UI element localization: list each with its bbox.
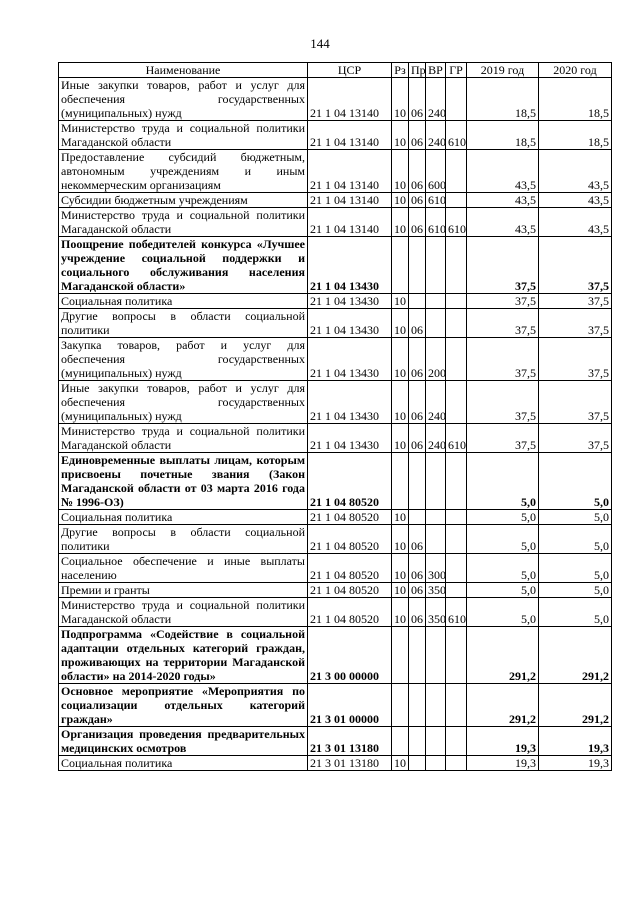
cell-2020: 43,5 bbox=[539, 208, 612, 237]
table-row bbox=[59, 193, 612, 208]
cell-vr bbox=[426, 510, 446, 525]
header-rz: Рз bbox=[392, 63, 409, 78]
cell-pr bbox=[409, 756, 426, 771]
cell-name: Социальная политика bbox=[59, 756, 308, 771]
table-row bbox=[59, 309, 612, 338]
cell-name: Министерство труда и социальной политики Магаданской области bbox=[59, 424, 308, 453]
cell-name: Подпрограмма «Содействие в социальной адаптации отдельных категорий граждан, проживающих на территории Магаданской области» на 2014-2020 годы» bbox=[59, 627, 308, 684]
cell-vr bbox=[426, 309, 446, 338]
cell-2020: 37,5 bbox=[539, 294, 612, 309]
table-row bbox=[59, 121, 612, 150]
cell-2020: 5,0 bbox=[539, 525, 612, 554]
cell-vr: 300 bbox=[426, 554, 446, 583]
cell-csr: 21 1 04 80520 bbox=[308, 583, 392, 598]
cell-2019: 5,0 bbox=[467, 525, 539, 554]
cell-2019: 5,0 bbox=[467, 598, 539, 627]
table-row bbox=[59, 294, 612, 309]
cell-name: Министерство труда и социальной политики Магаданской области bbox=[59, 121, 308, 150]
cell-vr bbox=[426, 756, 446, 771]
cell-csr: 21 1 04 13430 bbox=[308, 338, 392, 381]
cell-pr bbox=[409, 453, 426, 510]
cell-rz: 10 bbox=[392, 294, 409, 309]
cell-2020: 43,5 bbox=[539, 150, 612, 193]
table-row bbox=[59, 583, 612, 598]
cell-2020: 5,0 bbox=[539, 510, 612, 525]
cell-rz: 10 bbox=[392, 121, 409, 150]
cell-name: Основное мероприятие «Мероприятия по социализации отдельных категорий граждан» bbox=[59, 684, 308, 727]
cell-pr bbox=[409, 684, 426, 727]
table-row bbox=[59, 554, 612, 583]
cell-rz: 10 bbox=[392, 150, 409, 193]
cell-rz: 10 bbox=[392, 554, 409, 583]
cell-vr: 350 bbox=[426, 583, 446, 598]
table-header-row bbox=[59, 63, 612, 78]
cell-rz: 10 bbox=[392, 309, 409, 338]
cell-csr: 21 3 01 13180 bbox=[308, 756, 392, 771]
cell-csr: 21 1 04 13140 bbox=[308, 121, 392, 150]
cell-name: Социальная политика bbox=[59, 510, 308, 525]
cell-csr: 21 1 04 13430 bbox=[308, 309, 392, 338]
cell-gr bbox=[446, 453, 467, 510]
cell-vr: 610 bbox=[426, 193, 446, 208]
cell-pr: 06 bbox=[409, 78, 426, 121]
cell-2020: 5,0 bbox=[539, 583, 612, 598]
table-row bbox=[59, 510, 612, 525]
cell-2020: 291,2 bbox=[539, 684, 612, 727]
cell-vr: 240 bbox=[426, 121, 446, 150]
cell-gr: 610 bbox=[446, 121, 467, 150]
cell-vr: 240 bbox=[426, 78, 446, 121]
cell-csr: 21 1 04 13430 bbox=[308, 424, 392, 453]
cell-gr bbox=[446, 294, 467, 309]
cell-2020: 5,0 bbox=[539, 598, 612, 627]
table-row bbox=[59, 78, 612, 121]
cell-name: Другие вопросы в области социальной политики bbox=[59, 525, 308, 554]
table-row bbox=[59, 727, 612, 756]
cell-gr bbox=[446, 525, 467, 554]
cell-rz bbox=[392, 237, 409, 294]
cell-rz: 10 bbox=[392, 208, 409, 237]
cell-pr: 06 bbox=[409, 309, 426, 338]
cell-gr bbox=[446, 727, 467, 756]
cell-pr bbox=[409, 294, 426, 309]
cell-2020: 18,5 bbox=[539, 78, 612, 121]
cell-2020: 5,0 bbox=[539, 554, 612, 583]
header-gr: ГР bbox=[446, 63, 467, 78]
cell-name: Другие вопросы в области социальной политики bbox=[59, 309, 308, 338]
cell-2019: 37,5 bbox=[467, 309, 539, 338]
cell-csr: 21 1 04 80520 bbox=[308, 554, 392, 583]
cell-pr bbox=[409, 627, 426, 684]
cell-vr bbox=[426, 294, 446, 309]
table-row bbox=[59, 627, 612, 684]
cell-vr bbox=[426, 525, 446, 554]
cell-2020: 19,3 bbox=[539, 727, 612, 756]
cell-pr: 06 bbox=[409, 583, 426, 598]
cell-csr: 21 1 04 13430 bbox=[308, 294, 392, 309]
cell-name: Поощрение победителей конкурса «Лучшее учреждение социальной поддержки и социального обслуживания населения Магаданской области» bbox=[59, 237, 308, 294]
cell-rz: 10 bbox=[392, 583, 409, 598]
cell-2020: 43,5 bbox=[539, 193, 612, 208]
cell-csr: 21 1 04 13140 bbox=[308, 208, 392, 237]
cell-2019: 5,0 bbox=[467, 554, 539, 583]
cell-2019: 37,5 bbox=[467, 237, 539, 294]
cell-2019: 37,5 bbox=[467, 381, 539, 424]
cell-rz bbox=[392, 453, 409, 510]
table-body bbox=[59, 78, 612, 771]
header-name: Наименование bbox=[59, 63, 308, 78]
cell-2019: 291,2 bbox=[467, 627, 539, 684]
cell-pr: 06 bbox=[409, 554, 426, 583]
cell-2019: 5,0 bbox=[467, 583, 539, 598]
cell-vr bbox=[426, 684, 446, 727]
cell-gr bbox=[446, 627, 467, 684]
cell-pr: 06 bbox=[409, 121, 426, 150]
cell-rz: 10 bbox=[392, 338, 409, 381]
cell-name: Единовременные выплаты лицам, которым присвоены почетные звания (Закон Магаданской области от 03 марта 2016 года № 1996-ОЗ) bbox=[59, 453, 308, 510]
cell-csr: 21 1 04 80520 bbox=[308, 510, 392, 525]
cell-gr: 610 bbox=[446, 598, 467, 627]
cell-name: Премии и гранты bbox=[59, 583, 308, 598]
cell-2019: 43,5 bbox=[467, 150, 539, 193]
cell-csr: 21 1 04 13140 bbox=[308, 78, 392, 121]
cell-vr: 240 bbox=[426, 381, 446, 424]
cell-rz: 10 bbox=[392, 78, 409, 121]
cell-2019: 18,5 bbox=[467, 78, 539, 121]
cell-rz bbox=[392, 627, 409, 684]
cell-csr: 21 3 01 00000 bbox=[308, 684, 392, 727]
cell-2019: 37,5 bbox=[467, 294, 539, 309]
cell-name: Министерство труда и социальной политики Магаданской области bbox=[59, 208, 308, 237]
cell-name: Организация проведения предварительных медицинских осмотров bbox=[59, 727, 308, 756]
cell-2020: 37,5 bbox=[539, 424, 612, 453]
cell-rz: 10 bbox=[392, 424, 409, 453]
cell-gr bbox=[446, 554, 467, 583]
cell-2020: 18,5 bbox=[539, 121, 612, 150]
table-row bbox=[59, 684, 612, 727]
cell-2019: 19,3 bbox=[467, 727, 539, 756]
table-row bbox=[59, 424, 612, 453]
cell-name: Иные закупки товаров, работ и услуг для обеспечения государственных (муниципальных) нужд bbox=[59, 78, 308, 121]
cell-2019: 18,5 bbox=[467, 121, 539, 150]
cell-gr bbox=[446, 78, 467, 121]
cell-csr: 21 1 04 13430 bbox=[308, 381, 392, 424]
header-pr: Пр bbox=[409, 63, 426, 78]
cell-2019: 43,5 bbox=[467, 193, 539, 208]
page-number: 144 bbox=[310, 36, 330, 51]
cell-2020: 291,2 bbox=[539, 627, 612, 684]
cell-rz bbox=[392, 727, 409, 756]
cell-vr bbox=[426, 237, 446, 294]
cell-vr bbox=[426, 453, 446, 510]
cell-rz: 10 bbox=[392, 756, 409, 771]
cell-2020: 5,0 bbox=[539, 453, 612, 510]
cell-gr bbox=[446, 193, 467, 208]
cell-pr: 06 bbox=[409, 338, 426, 381]
table-row bbox=[59, 525, 612, 554]
cell-pr bbox=[409, 510, 426, 525]
cell-2019: 37,5 bbox=[467, 338, 539, 381]
header-2020: 2020 год bbox=[539, 63, 612, 78]
cell-2019: 19,3 bbox=[467, 756, 539, 771]
cell-csr: 21 3 00 00000 bbox=[308, 627, 392, 684]
header-vr: ВР bbox=[426, 63, 446, 78]
cell-vr: 200 bbox=[426, 338, 446, 381]
cell-name: Министерство труда и социальной политики Магаданской области bbox=[59, 598, 308, 627]
cell-gr bbox=[446, 756, 467, 771]
cell-2020: 37,5 bbox=[539, 237, 612, 294]
cell-rz bbox=[392, 684, 409, 727]
cell-pr: 06 bbox=[409, 193, 426, 208]
cell-name: Предоставление субсидий бюджетным, автономным учреждениям и иным некоммерческим организациям bbox=[59, 150, 308, 193]
cell-name: Социальная политика bbox=[59, 294, 308, 309]
cell-name: Субсидии бюджетным учреждениям bbox=[59, 193, 308, 208]
table-row bbox=[59, 208, 612, 237]
cell-pr: 06 bbox=[409, 525, 426, 554]
cell-vr bbox=[426, 627, 446, 684]
cell-gr bbox=[446, 309, 467, 338]
cell-csr: 21 1 04 13140 bbox=[308, 150, 392, 193]
cell-gr bbox=[446, 510, 467, 525]
table-row bbox=[59, 453, 612, 510]
cell-name: Закупка товаров, работ и услуг для обеспечения государственных (муниципальных) нужд bbox=[59, 338, 308, 381]
cell-gr bbox=[446, 583, 467, 598]
cell-2020: 19,3 bbox=[539, 756, 612, 771]
cell-csr: 21 1 04 13140 bbox=[308, 193, 392, 208]
table-row bbox=[59, 598, 612, 627]
cell-2019: 291,2 bbox=[467, 684, 539, 727]
cell-gr bbox=[446, 150, 467, 193]
cell-2019: 5,0 bbox=[467, 453, 539, 510]
cell-csr: 21 1 04 80520 bbox=[308, 453, 392, 510]
cell-rz: 10 bbox=[392, 598, 409, 627]
cell-pr: 06 bbox=[409, 424, 426, 453]
table-row bbox=[59, 237, 612, 294]
cell-vr: 350 bbox=[426, 598, 446, 627]
cell-name: Иные закупки товаров, работ и услуг для обеспечения государственных (муниципальных) нужд bbox=[59, 381, 308, 424]
cell-gr: 610 bbox=[446, 208, 467, 237]
cell-vr bbox=[426, 727, 446, 756]
cell-gr: 610 bbox=[446, 424, 467, 453]
cell-pr bbox=[409, 237, 426, 294]
cell-pr: 06 bbox=[409, 381, 426, 424]
cell-pr: 06 bbox=[409, 150, 426, 193]
table-row bbox=[59, 381, 612, 424]
cell-name: Социальное обеспечение и иные выплаты населению bbox=[59, 554, 308, 583]
cell-2020: 37,5 bbox=[539, 338, 612, 381]
cell-vr: 610 bbox=[426, 208, 446, 237]
header-2019: 2019 год bbox=[467, 63, 539, 78]
cell-pr: 06 bbox=[409, 598, 426, 627]
cell-rz: 10 bbox=[392, 193, 409, 208]
cell-2019: 5,0 bbox=[467, 510, 539, 525]
cell-2020: 37,5 bbox=[539, 309, 612, 338]
cell-2019: 37,5 bbox=[467, 424, 539, 453]
cell-rz: 10 bbox=[392, 525, 409, 554]
cell-csr: 21 3 01 13180 bbox=[308, 727, 392, 756]
cell-gr bbox=[446, 237, 467, 294]
table-row bbox=[59, 338, 612, 381]
cell-csr: 21 1 04 80520 bbox=[308, 598, 392, 627]
cell-gr bbox=[446, 381, 467, 424]
cell-pr: 06 bbox=[409, 208, 426, 237]
cell-2020: 37,5 bbox=[539, 381, 612, 424]
table-row bbox=[59, 756, 612, 771]
cell-gr bbox=[446, 338, 467, 381]
table-row bbox=[59, 150, 612, 193]
cell-2019: 43,5 bbox=[467, 208, 539, 237]
cell-vr: 600 bbox=[426, 150, 446, 193]
cell-rz: 10 bbox=[392, 381, 409, 424]
cell-pr bbox=[409, 727, 426, 756]
cell-rz: 10 bbox=[392, 510, 409, 525]
header-csr: ЦСР bbox=[308, 63, 392, 78]
cell-gr bbox=[446, 684, 467, 727]
cell-csr: 21 1 04 80520 bbox=[308, 525, 392, 554]
cell-csr: 21 1 04 13430 bbox=[308, 237, 392, 294]
budget-table bbox=[58, 62, 612, 771]
cell-vr: 240 bbox=[426, 424, 446, 453]
